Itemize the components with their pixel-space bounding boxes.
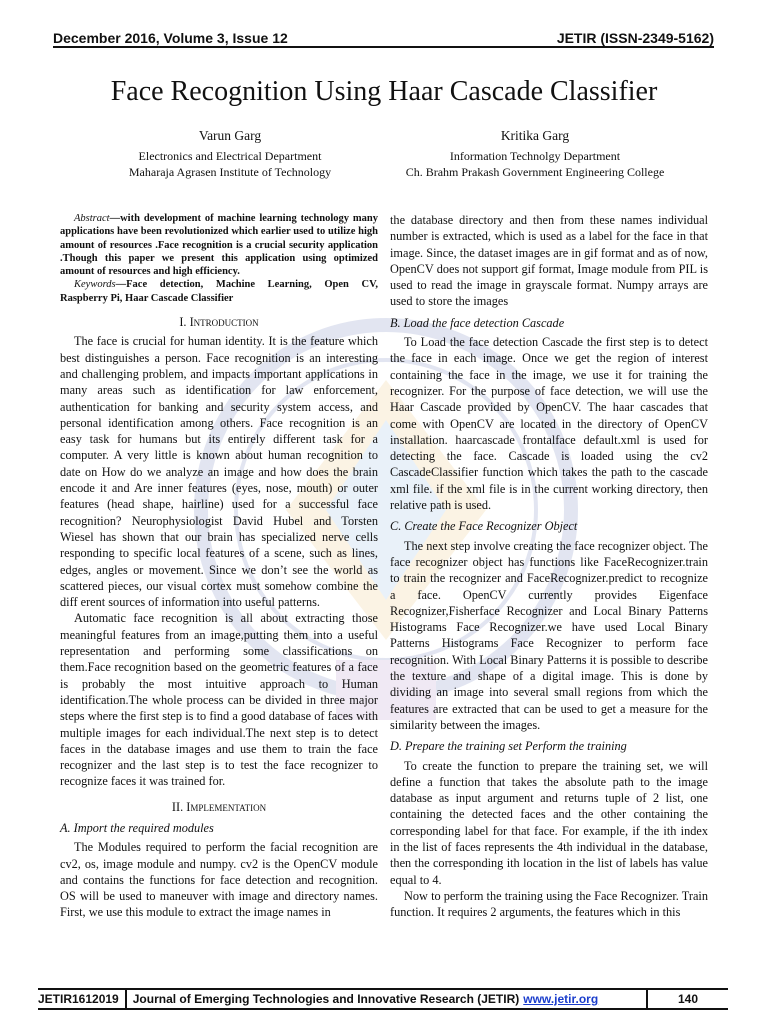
- paper-title: Face Recognition Using Haar Cascade Classifier: [110, 76, 658, 107]
- author-block-1: [80, 128, 380, 180]
- author-dept: Information Technolgy Department: [449, 149, 621, 163]
- issue-info: December 2016, Volume 3, Issue 12: [53, 30, 288, 46]
- footer-rule-bottom: [38, 1008, 728, 1010]
- header-rule: [53, 46, 714, 48]
- article-id: JETIR1612019: [38, 990, 127, 1008]
- paragraph-b: To Load the face detection Cascade the first step is to detect the face in each image. Once we get the region of interest containing the face in the image, we use it for training the recognizer. For the purpose of face detection, we will use the Haar Cascade provided by OpenCV. The haar cascades that come with OpenCV are located in the directory of OpenCV installation. haarcascade frontalface default.xml is used for detecting the face. Cascade is loaded using the cv2 CascadeClassifier function which takes the path to the cascade xml file. if the xml file is in the current working directory, then relative path is used.: [390, 335, 708, 513]
- author-institution: Maharaja Agrasen Institute of Technology: [128, 165, 332, 179]
- page-number: 140: [646, 990, 728, 1008]
- intro-paragraph-1: The face is crucial for human identity. It is the feature which best distinguishes a person. Face recognition is an interesting and challenging problem, and impacts important applications in many areas such as identification for law enforcement, authentication for banking and security system access, and personal identification among others. Face recognition is an easy task for humans but its entirely different task for a computer. A very little is known about human recognition to date on How do we analyze an image and how does the brain encode it and Are inner features (eyes, nose, mouth) or outer features (head shape, hairline) used for a successful face recognition? Neurophysiologist David Hubel and Torsten Wiesel has shown that our brain has specialized nerve cells responding to specific local features of a scene, such as lines, edges, angles or movement. Since we don’t see the world as scattered pieces, our visual cortex must somehow combine the diff erent sources of information into useful patterns.: [60, 334, 378, 610]
- paragraph-d-1: To create the function to prepare the training set, we will define a function that takes the absolute path to the image database as input argument and returns tuple of 2 list, one containing the detected faces and the other containing the corresponding label for that face. For example, if the ith index in the list of faces represents the 4th individual in the database, then the corresponding ith location in the list of labels has value equal to 4.: [390, 758, 708, 887]
- subsection-heading-a: A. Import the required modules: [60, 820, 214, 835]
- subsection-heading-c: C. Create the Face Recognizer Object: [390, 519, 578, 534]
- author-name: Varun Garg: [198, 128, 262, 143]
- journal-issn: JETIR (ISSN-2349-5162): [556, 30, 714, 46]
- section-heading-implementation: II. Implementation: [171, 799, 267, 814]
- abstract-label: Abstract: [74, 213, 110, 224]
- paragraph-c: The next step involve creating the face recognizer object. The face recognizer object has functions like FaceRecognizer.train to train the recognizer and FaceRecognizer.predict to recognize a face. OpenCV currently provides Eigenface Recognizer,Fisherface Recognizer and Local Binary Patterns Histograms Face Recognizer.we have used Local Binary Patterns Histograms Face Recognizer to perform face recognition. With Local Binary Patterns it is possible to describe the texture and shape of a digital image. This is done by dividing an image into several small regions from which the features are extracted that can be used to get a measure for the similarity between the images.: [390, 538, 708, 732]
- section-heading-introduction: I. Introduction: [179, 315, 259, 330]
- keywords: [60, 278, 378, 305]
- abstract-text: —with development of machine learning technology many applications have been revolutionized which earlier used to utilize high amount of resources .Face recognition is a crucial security application .Though this paper we present this application using optimized amount of resources and high efficiency.: [60, 213, 378, 278]
- journal-link[interactable]: www.jetir.org: [523, 992, 599, 1006]
- right-column: [390, 212, 708, 920]
- abstract: [60, 212, 378, 278]
- running-footer: [38, 990, 728, 1008]
- subsection-heading-b: B. Load the face detection Cascade: [390, 315, 565, 330]
- intro-paragraph-2: Automatic face recognition is all about extracting those meaningful features from an image,putting them into a useful representation and performing some classifications on them.Face recognition based on the geometric features of a face is probably the most intuitive approach to Human identification.The whole process can be divided in three major steps where the first step is to find a good database of faces with multiple images for each individual.The next step is to detect faces in the database images and use them to train the face recognizer and the last step is to test the face recognizer to recognize faces it was trained for.: [60, 611, 378, 789]
- running-header: [53, 24, 714, 46]
- author-institution: Ch. Brahm Prakash Government Engineering College: [405, 165, 665, 179]
- author-block-2: [370, 128, 700, 180]
- journal-name: [127, 992, 646, 1006]
- subsection-heading-d: D. Prepare the training set Perform the training: [390, 739, 627, 754]
- keywords-text: —Face detection, Machine Learning, Open CV, Raspberry Pi, Haar Cascade Classifier: [60, 279, 378, 304]
- author-dept: Electronics and Electrical Department: [138, 149, 322, 163]
- paragraph-d-2: Now to perform the training using the Face Recognizer. Train function. It requires 2 arguments, the features which in this: [390, 888, 708, 920]
- author-name: Kritika Garg: [500, 128, 570, 143]
- left-column: [60, 212, 378, 921]
- journal-title: Journal of Emerging Technologies and Innovative Research (JETIR): [132, 992, 520, 1006]
- paragraph-a-continued: the database directory and then from these names individual number is extracted, which is used as a label for the face in that image. Since, the dataset images are in gif format and as of now, OpenCV does not support gif format, Image module from PIL is used to read the image in grayscale format. Numpy arrays are used to store the images: [390, 213, 708, 309]
- keywords-label: Keywords: [74, 279, 116, 291]
- paragraph-a: The Modules required to perform the facial recognition are cv2, os, image module and numpy. cv2 is the OpenCV module and contains the functions for face detection and recognition. OS will be used to maneuver with image and directory names. First, we use this module to extract the image names in: [60, 840, 378, 920]
